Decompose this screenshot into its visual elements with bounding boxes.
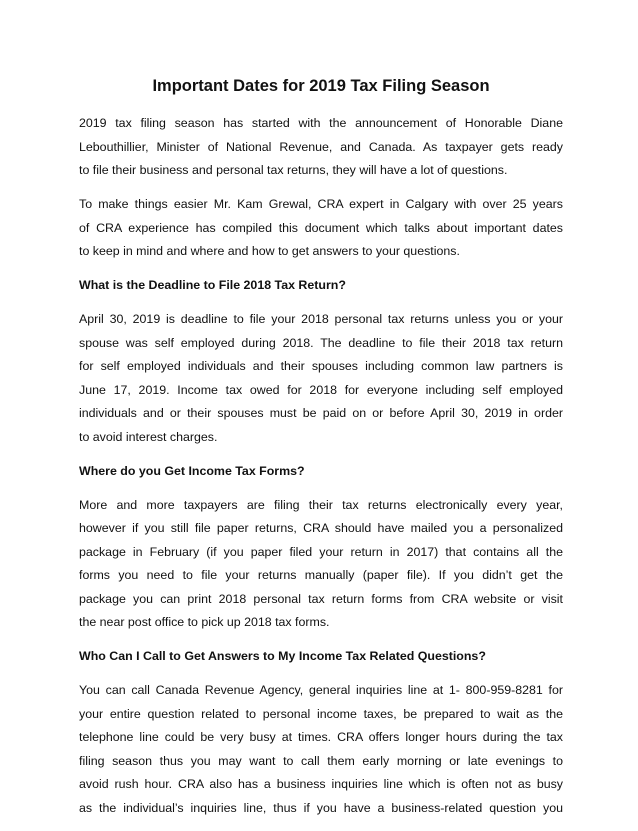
paragraph (79, 112, 563, 183)
text-line: telephone line could be very busy at times. CRA offers longer hours during the tax (79, 730, 563, 744)
text-line: the near post office to pick up 2018 tax forms. (79, 615, 330, 629)
text-line: of CRA experience has compiled this document which talks about important dates (79, 220, 563, 235)
document-title: Important Dates for 2019 Tax Filing Season (152, 77, 490, 95)
paragraph (79, 308, 563, 449)
text-line: individuals and or their spouses must be paid on or before April 30, 2019 in order (79, 406, 563, 420)
text-line: package you can print 2018 personal tax return forms from CRA website or visit (79, 591, 563, 606)
text-line: to avoid interest charges. (79, 429, 218, 444)
text-line: to keep in mind and where and how to get answers to your questions. (79, 244, 460, 258)
text-line: Lebouthillier, Minister of National Revenue, and Canada. As taxpayer gets ready (79, 139, 563, 154)
text-line: your entire question related to personal income taxes, be prepared to wait as the (79, 706, 563, 721)
section-heading: Where do you Get Income Tax Forms? (79, 463, 305, 478)
text-line: however if you still file paper returns, CRA should have mailed you a personalized (79, 521, 563, 535)
text-line: 2019 tax filing season has started with the announcement of Honorable Diane (79, 116, 563, 130)
text-line: to file their business and personal tax returns, they will have a lot of questions. (79, 163, 508, 177)
text-line: You can call Canada Revenue Agency, general inquiries line at 1- 800-959-8281 for (79, 683, 563, 697)
text-line: filing season thus you may want to call them early morning or late evenings to (79, 753, 563, 768)
paragraph (79, 494, 563, 635)
text-line: avoid rush hour. CRA also has a business inquiries line which is often not as busy (79, 777, 563, 791)
text-line: More and more taxpayers are filing their tax returns electronically every year, (79, 497, 563, 512)
paragraph (79, 679, 563, 820)
paragraph (79, 193, 563, 264)
document-body (79, 112, 563, 820)
text-line: April 30, 2019 is deadline to file your 2018 personal tax returns unless you or your (79, 312, 563, 326)
text-line: package in February (if you paper filed your return in 2017) that contains all the (79, 544, 563, 559)
text-line: forms you need to file your returns manually (paper file). If you didn’t get the (79, 568, 563, 582)
document-page (79, 74, 563, 831)
text-line: as the individual’s inquiries line, thus if you have a business-related question you (79, 800, 563, 815)
text-line: for self employed individuals and their spouses including common law partners is (79, 359, 563, 373)
text-line: June 17, 2019. Income tax owed for 2018 for everyone including self employed (79, 382, 563, 397)
text-line: To make things easier Mr. Kam Grewal, CRA expert in Calgary with over 25 years (79, 197, 563, 211)
section-heading: Who Can I Call to Get Answers to My Income Tax Related Questions? (79, 649, 486, 663)
text-line: spouse was self employed during 2018. The deadline to file their 2018 tax return (79, 335, 563, 350)
section-heading: What is the Deadline to File 2018 Tax Return? (79, 278, 346, 292)
